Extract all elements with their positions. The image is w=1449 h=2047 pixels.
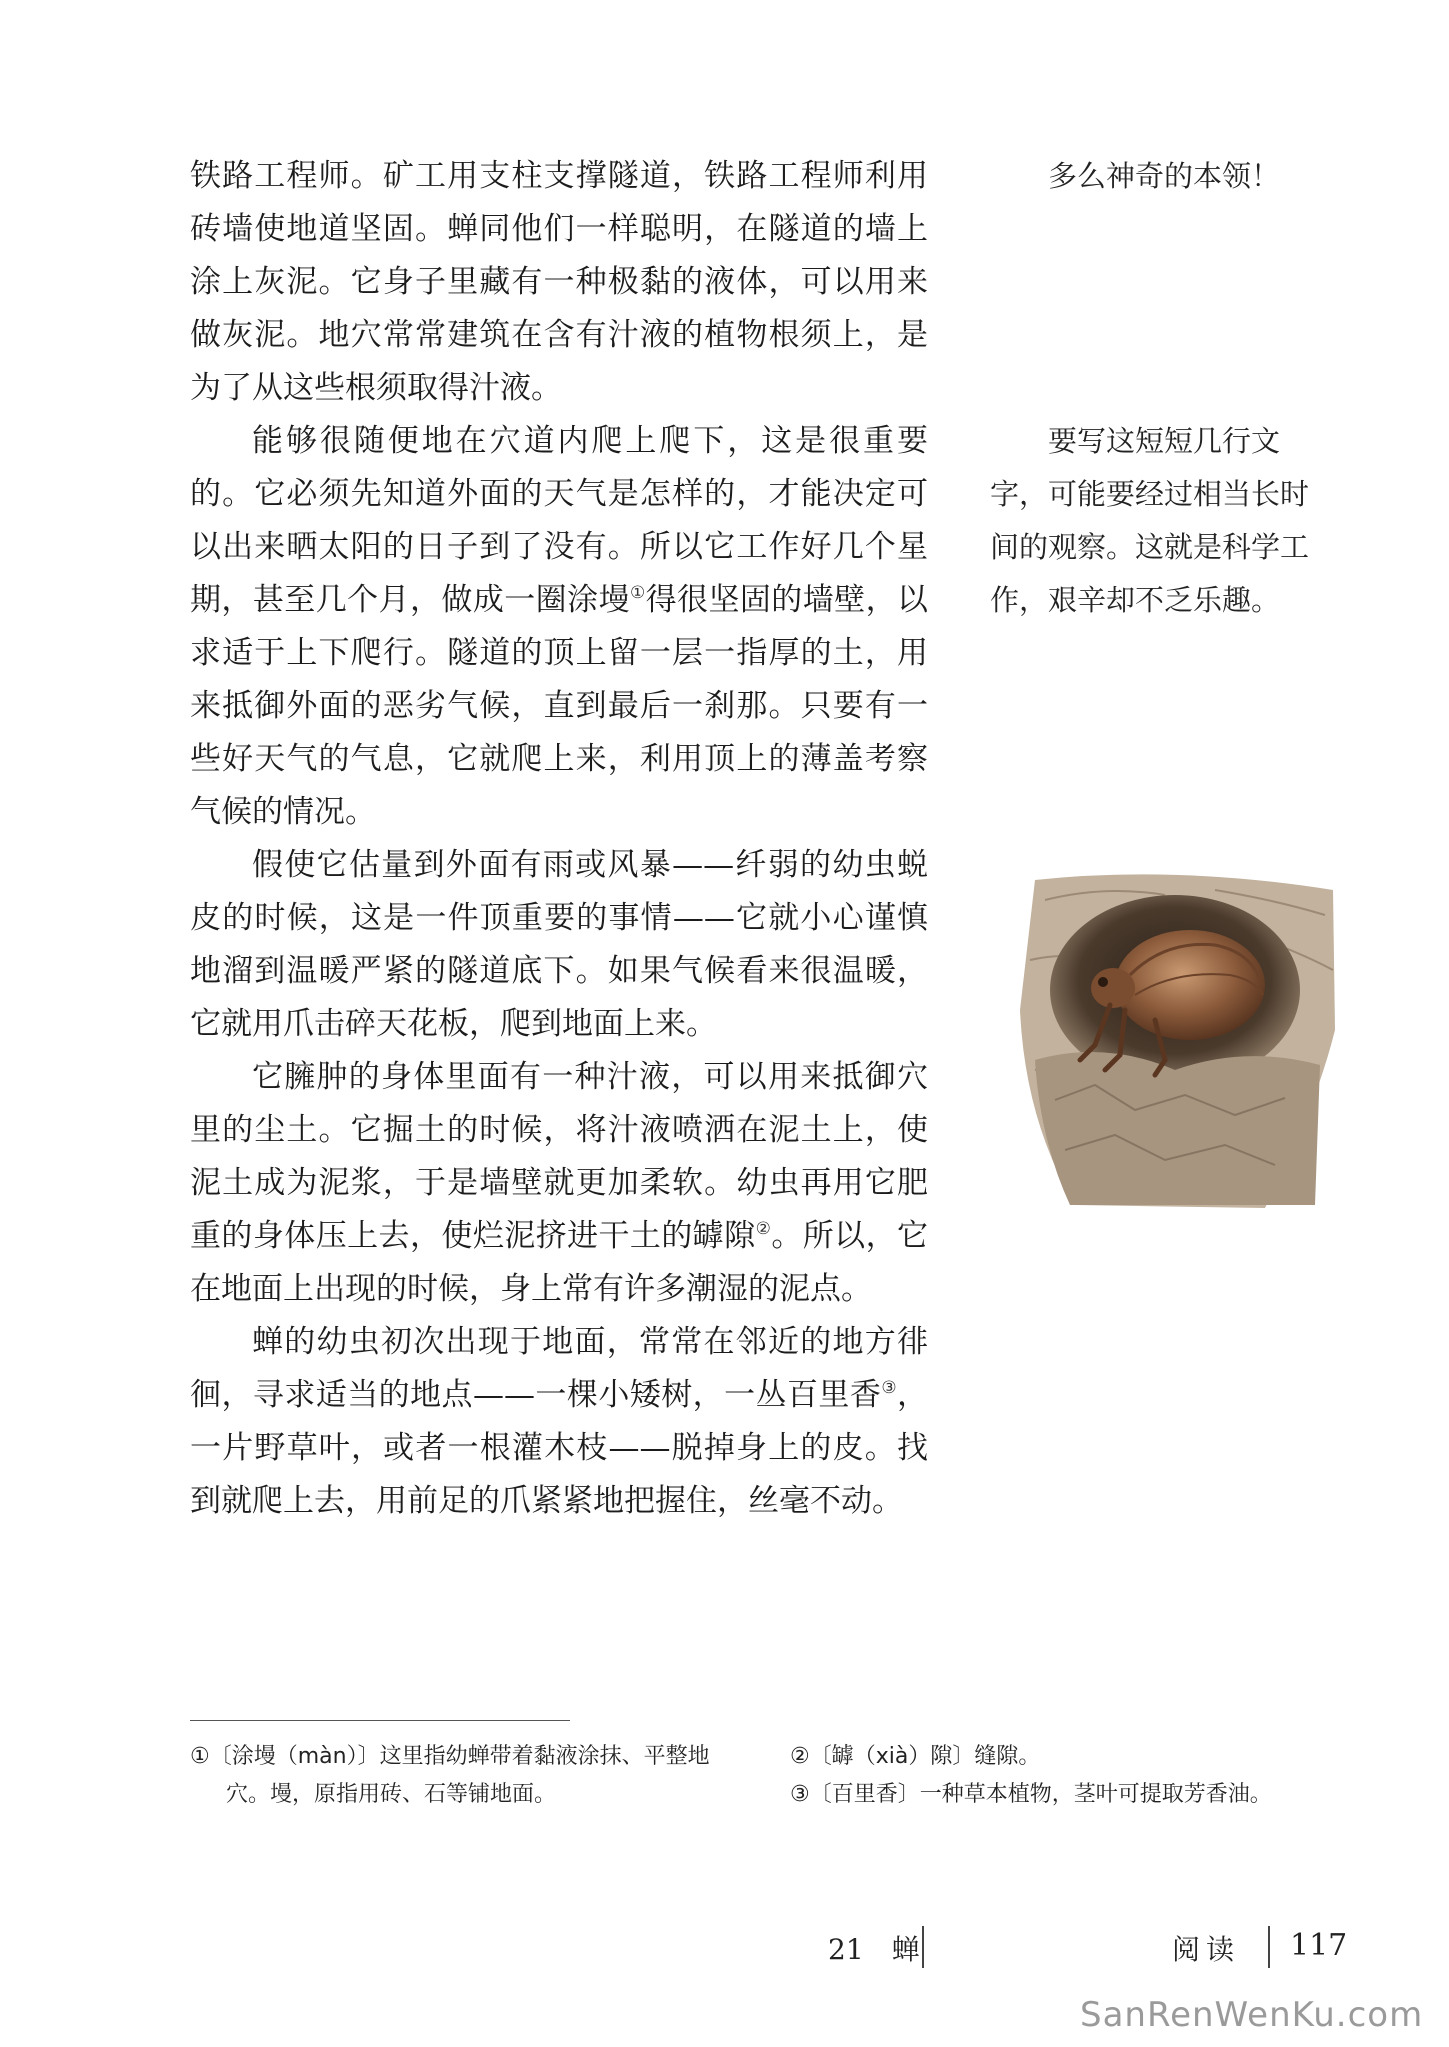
watermark: SanRenWenKu.com [1080, 1995, 1424, 2035]
paragraph-3: 假使它估量到外面有雨或风暴——纤弱的幼虫蜕皮的时候，这是一件顶重要的事情——它就小心谨慎地溜到温暖严紧的隧道底下。如果气候看来很温暖，它就用爪击碎天花板，爬到地面上来。 [190, 847, 928, 1042]
section-label: 阅读 [1172, 1933, 1241, 1966]
footnote-3: ③〔百里香〕一种草本植物，茎叶可提取芳香油。 [790, 1782, 1272, 1807]
side-annotation-1: 多么神奇的本领！ [1048, 159, 1281, 193]
paragraph-4-part-b: 。所以，它在地面上出现的时候，身上常有许多潮湿的泥点。 [190, 1218, 929, 1307]
footnotes-right [790, 1738, 1350, 1814]
footnote-2: ②〔罅（xià）隙〕缝隙。 [790, 1744, 1041, 1769]
footer-divider-2 [1268, 1926, 1270, 1968]
footnote-ref-1[interactable]: ① [629, 583, 646, 603]
footnote-ref-2[interactable]: ② [755, 1219, 772, 1239]
nymph-eye [1098, 977, 1108, 987]
footer-divider-1 [922, 1926, 924, 1968]
paragraph-5-part-b: ，一片野草叶，或者一根灌木枝——脱掉身上的皮。找到就爬上去，用前足的爪紧紧地把握住，丝毫不动。 [190, 1377, 928, 1519]
paragraph-2-part-a: 能够很随便地在穴道内爬上爬下，这是很重要的。它必须先知道外面的天气是怎样的，才能决定可以出来晒太阳的日子到了没有。所以它工作好几个星期，甚至几个月，做成一圈涂墁 [190, 423, 928, 618]
nymph-head [1091, 968, 1135, 1008]
paragraph-4-part-a: 它臃肿的身体里面有一种汁液，可以用来抵御穴里的尘土。它掘土的时候，将汁液喷洒在泥土上，使泥土成为泥浆，于是墙壁就更加柔软。幼虫再用它肥重的身体压上去，使烂泥挤进干土的罅隙 [190, 1059, 928, 1254]
cicada-nymph-image [1015, 870, 1340, 1210]
footnotes-left [190, 1738, 750, 1814]
paragraph-2-part-b: 得很坚固的墙壁，以求适于上下爬行。隧道的顶上留一层一指厚的土，用来抵御外面的恶劣气候，直到最后一刹那。只要有一些好天气的气息，它就爬上来，利用顶上的薄盖考察气候的情况。 [190, 582, 928, 830]
main-text [190, 150, 928, 1528]
footnote-1: ①〔涂墁（màn）〕这里指幼蝉带着黏液涂抹、平整地穴。墁，原指用砖、石等铺地面。 [190, 1744, 710, 1807]
footnote-divider [190, 1720, 570, 1721]
paragraph-4 [190, 1051, 928, 1316]
paragraph-5 [190, 1316, 928, 1528]
side-annotation-2: 要写这短短几行文字，可能要经过相当长时间的观察。这就是科学工作，艰辛却不乏乐趣。 [990, 424, 1310, 617]
paragraph-1: 铁路工程师。矿工用支柱支撑隧道，铁路工程师利用砖墙使地道坚固。蝉同他们一样聪明，在隧道的墙上涂上灰泥。它身子里藏有一种极黏的液体，可以用来做灰泥。地穴常常建筑在含有汁液的植物根须上，是为了从这些根须取得汁液。 [190, 158, 928, 406]
footnote-ref-3[interactable]: ③ [881, 1378, 897, 1398]
page-number: 117 [1290, 1928, 1348, 1963]
chapter-label: 21 蝉 [828, 1933, 920, 1966]
cicada-nymph-illustration [1015, 870, 1340, 1210]
paragraph-5-part-a: 蝉的幼虫初次出现于地面，常常在邻近的地方徘徊，寻求适当的地点——一棵小矮树，一丛百里香 [190, 1324, 928, 1413]
soil-mound [1035, 1052, 1320, 1205]
paragraph-2 [190, 415, 928, 839]
